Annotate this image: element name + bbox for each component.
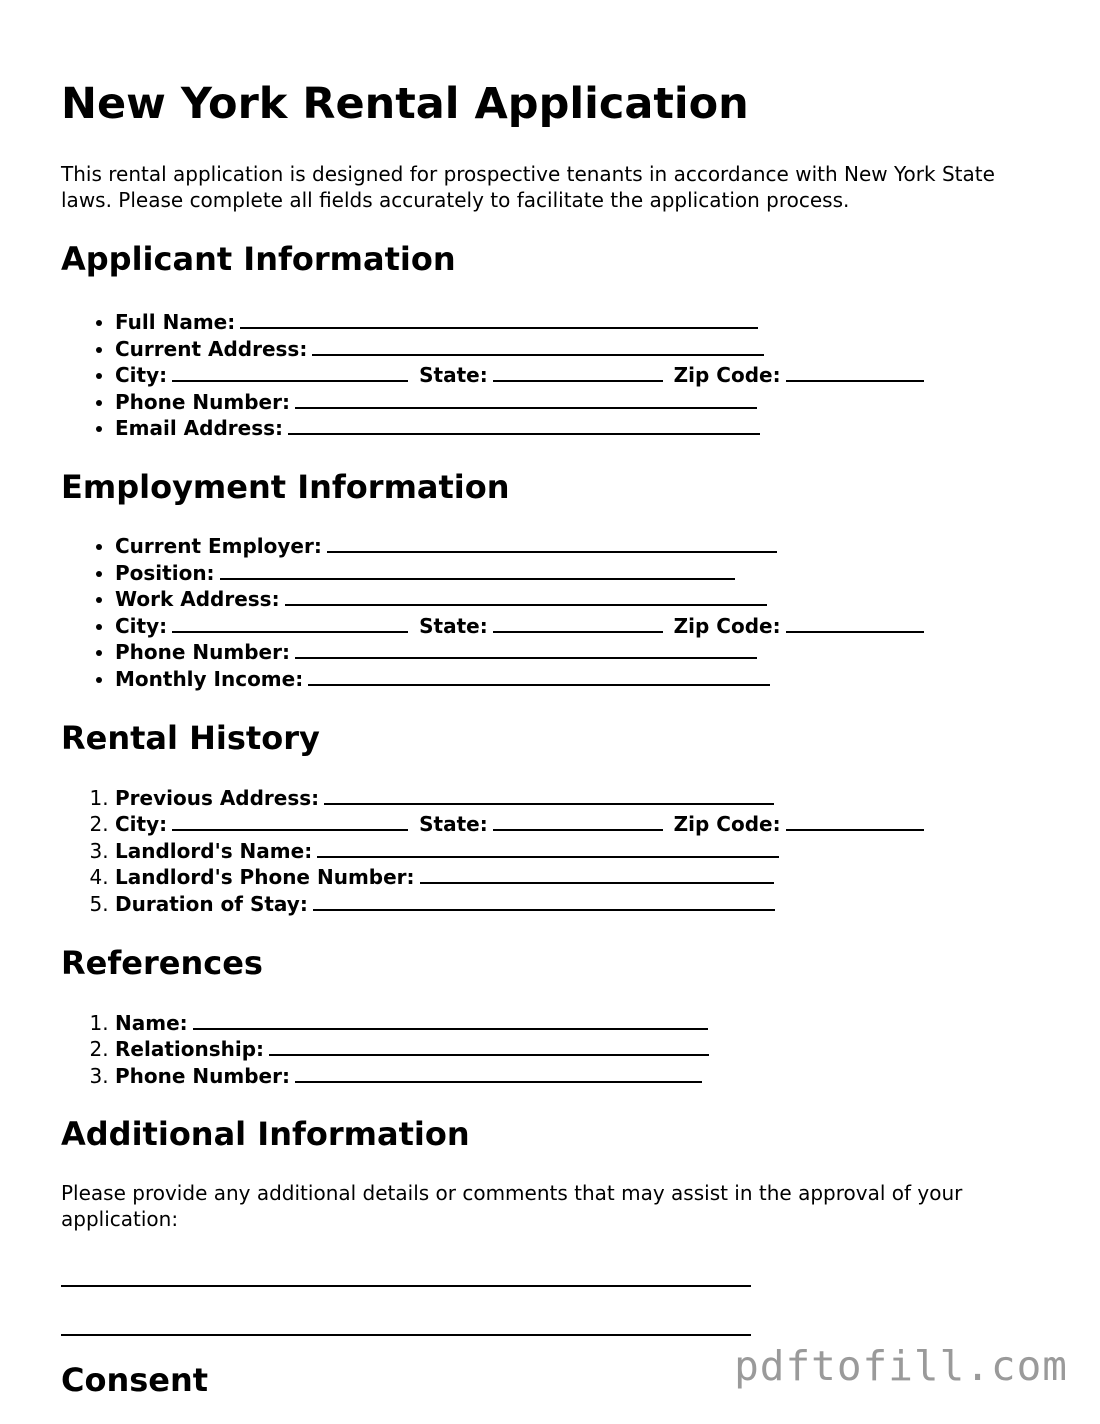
- position-label: Position:: [115, 560, 215, 585]
- zip-label: Zip Code:: [673, 363, 781, 388]
- rental-state-label: State:: [419, 812, 488, 837]
- work-address-label: Work Address:: [115, 587, 280, 612]
- landlord-name-field[interactable]: [317, 838, 779, 858]
- reference-name-field[interactable]: [193, 1010, 708, 1030]
- rental-application-document: [61, 78, 1041, 1399]
- previous-address-label: Previous Address:: [115, 785, 320, 810]
- state-field[interactable]: [493, 362, 663, 382]
- duration-of-stay-label: Duration of Stay:: [115, 891, 308, 916]
- applicant-full-name-row: [115, 309, 1041, 336]
- rental-history-section-heading: Rental History: [61, 718, 320, 757]
- intro-paragraph: This rental application is designed for prospective tenants in accordance with New York State laws. Please complete all fields accurately to facilitate the application process.: [61, 162, 995, 212]
- employment-zip-label: Zip Code:: [673, 613, 781, 638]
- monthly-income-label: Monthly Income:: [115, 666, 304, 691]
- reference-phone-label: Phone Number:: [115, 1063, 290, 1088]
- applicant-city-state-zip-row: [115, 362, 1041, 389]
- position-field[interactable]: [220, 560, 735, 580]
- applicant-email-row: [115, 415, 1041, 442]
- employment-phone-label: Phone Number:: [115, 640, 290, 665]
- city-label: City:: [115, 363, 168, 388]
- reference-name-row: [115, 1010, 1041, 1037]
- landlord-phone-field[interactable]: [420, 864, 774, 884]
- references-section-heading: References: [61, 943, 263, 982]
- employment-city-label: City:: [115, 613, 168, 638]
- landlord-phone-row: [115, 864, 1041, 891]
- employer-field[interactable]: [327, 533, 777, 553]
- applicant-field-list: [61, 309, 1041, 442]
- reference-phone-field[interactable]: [295, 1063, 702, 1083]
- employment-state-field[interactable]: [493, 613, 663, 633]
- current-address-field[interactable]: [312, 336, 764, 356]
- employment-section-heading: Employment Information: [61, 467, 510, 506]
- rental-history-field-list: [61, 785, 1041, 918]
- applicant-current-address-row: [115, 336, 1041, 363]
- watermark-text: pdftofill.com: [734, 1342, 1068, 1390]
- reference-relationship-label: Relationship:: [115, 1037, 265, 1062]
- employment-field-list: [61, 533, 1041, 693]
- position-row: [115, 560, 1041, 587]
- reference-relationship-field[interactable]: [269, 1036, 709, 1056]
- reference-name-label: Name:: [115, 1010, 188, 1035]
- monthly-income-row: [115, 666, 1041, 693]
- additional-comments-line-1[interactable]: [61, 1283, 751, 1287]
- applicant-section-heading: Applicant Information: [61, 240, 456, 278]
- reference-phone-row: [115, 1063, 1041, 1090]
- employer-label: Current Employer:: [115, 533, 322, 558]
- rental-zip-label: Zip Code:: [673, 812, 781, 837]
- zip-field[interactable]: [786, 362, 924, 382]
- email-label: Email Address:: [115, 416, 284, 441]
- employment-phone-field[interactable]: [295, 639, 757, 659]
- previous-address-field[interactable]: [324, 785, 774, 805]
- landlord-name-row: [115, 838, 1041, 865]
- rental-zip-field[interactable]: [786, 811, 924, 831]
- employment-city-field[interactable]: [172, 613, 408, 633]
- state-label: State:: [419, 363, 488, 388]
- duration-of-stay-field[interactable]: [313, 891, 775, 911]
- work-address-row: [115, 586, 1041, 613]
- additional-prompt: Please provide any additional details or comments that may assist in the approval of your application:: [61, 1181, 963, 1231]
- duration-of-stay-row: [115, 891, 1041, 918]
- monthly-income-field[interactable]: [308, 666, 770, 686]
- applicant-phone-row: [115, 389, 1041, 416]
- phone-field[interactable]: [295, 389, 757, 409]
- reference-relationship-row: [115, 1036, 1041, 1063]
- rental-city-label: City:: [115, 812, 168, 837]
- employment-state-label: State:: [419, 613, 488, 638]
- landlord-phone-label: Landlord's Phone Number:: [115, 865, 415, 890]
- full-name-field[interactable]: [240, 309, 758, 329]
- email-field[interactable]: [288, 415, 760, 435]
- references-field-list: [61, 1010, 1041, 1090]
- landlord-name-label: Landlord's Name:: [115, 838, 313, 863]
- consent-section-heading: Consent: [61, 1361, 209, 1400]
- rental-city-field[interactable]: [172, 811, 408, 831]
- work-address-field[interactable]: [285, 586, 767, 606]
- employment-city-state-zip-row: [115, 613, 1041, 640]
- additional-comments-line-2[interactable]: [61, 1332, 751, 1336]
- previous-address-row: [115, 785, 1041, 812]
- rental-city-state-zip-row: [115, 811, 1041, 838]
- current-address-label: Current Address:: [115, 336, 308, 361]
- city-field[interactable]: [172, 362, 408, 382]
- employer-row: [115, 533, 1041, 560]
- employment-phone-row: [115, 639, 1041, 666]
- rental-state-field[interactable]: [493, 811, 663, 831]
- phone-label: Phone Number:: [115, 389, 290, 414]
- full-name-label: Full Name:: [115, 310, 236, 334]
- document-title: New York Rental Application: [61, 79, 749, 129]
- employment-zip-field[interactable]: [786, 613, 924, 633]
- additional-section-heading: Additional Information: [61, 1115, 470, 1154]
